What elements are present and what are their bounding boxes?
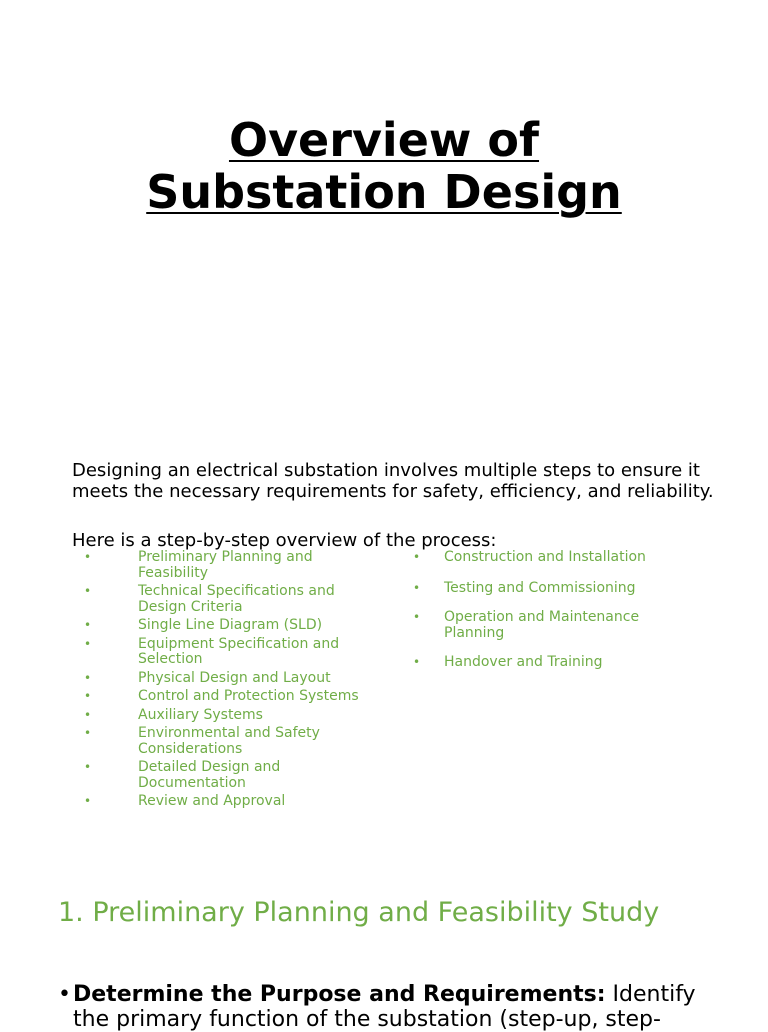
step-label: Construction and Installation	[444, 549, 646, 565]
step-label: Control and Protection Systems	[138, 688, 359, 704]
step-item	[84, 793, 378, 810]
bullet-dot: •	[413, 580, 421, 595]
step-item	[84, 706, 378, 724]
bullet-dot: •	[84, 618, 92, 632]
steps-list-right	[413, 549, 684, 671]
step-label: Testing and Commissioning	[444, 579, 636, 596]
step-label: Single Line Diagram (SLD)	[138, 617, 323, 633]
bullet-dot: •	[413, 550, 421, 564]
steps-list-left	[84, 549, 378, 810]
title-line-2: Substation Design	[146, 165, 622, 219]
step-item	[413, 654, 684, 671]
bullet-dot: •	[84, 550, 92, 564]
step-label: Physical Design and Layout	[138, 669, 331, 686]
step-label: Technical Specifications and Design Criteria	[138, 583, 335, 615]
bullet-paragraph	[58, 982, 718, 1032]
bullet-dot: •	[84, 584, 92, 598]
step-item	[84, 759, 378, 791]
bullet-text: Identify the primary function of the substation (step-up, step-	[73, 982, 696, 1032]
step-item	[84, 688, 378, 705]
step-item	[84, 617, 378, 634]
lead-paragraph: Here is a step-by-step overview of the process:	[72, 530, 497, 551]
step-item	[413, 549, 684, 566]
bullet-dot: •	[84, 726, 92, 740]
bullet-dot: •	[413, 655, 421, 669]
bullet-dot: •	[84, 794, 92, 808]
step-item	[84, 669, 378, 687]
step-item	[84, 583, 378, 615]
step-item	[413, 579, 684, 597]
title-line-1: Overview of	[228, 113, 540, 167]
step-label: Environmental and Safety Considerations	[138, 725, 320, 757]
step-item	[413, 609, 684, 641]
bullet-dot: •	[84, 760, 92, 774]
bullet-bold-lead: Determine the Purpose and Requirements:	[73, 982, 606, 1007]
step-item	[84, 549, 378, 581]
step-label: Review and Approval	[138, 793, 286, 809]
section-heading: 1. Preliminary Planning and Feasibility Study	[58, 897, 660, 928]
bullet-dot: •	[58, 982, 71, 1007]
step-label: Preliminary Planning and Feasibility	[138, 549, 313, 581]
bullet-dot: •	[84, 707, 92, 722]
step-item	[84, 635, 378, 668]
step-item	[84, 725, 378, 757]
bullet-dot: •	[84, 689, 92, 703]
step-label: Operation and Maintenance Planning	[444, 609, 640, 641]
bullet-dot: •	[84, 670, 92, 685]
bullet-dot: •	[84, 636, 92, 651]
intro-paragraph: Designing an electrical substation involves multiple steps to ensure it meets the necessary requirements for safety, efficiency, and reliability.	[72, 460, 714, 502]
page-title	[0, 114, 768, 218]
step-label: Detailed Design and Documentation	[138, 759, 281, 791]
step-label: Equipment Specification and Selection	[138, 635, 340, 667]
step-label: Handover and Training	[444, 654, 603, 670]
step-label: Auxiliary Systems	[138, 706, 263, 723]
bullet-dot: •	[413, 610, 421, 624]
